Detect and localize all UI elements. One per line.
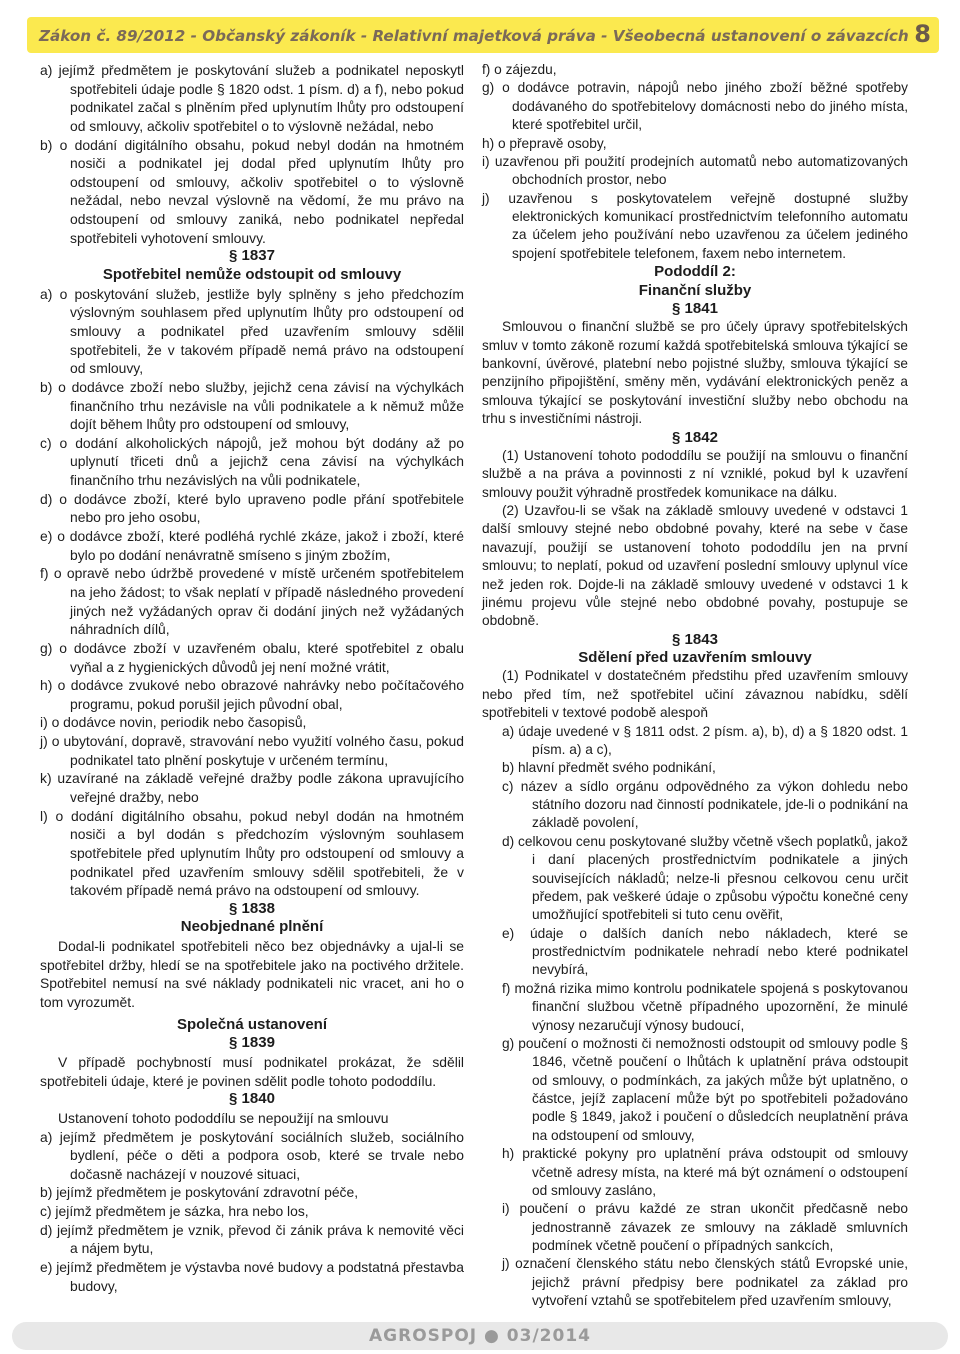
list-item: a) o poskytování služeb, jestliže byly splněny s jeho předchozím výslovným souhlasem před uplynutím lhůty pro odstoupení od smlouvy a podnikatel před uzavřením smlouvy sdělil spotřebiteli, že v takovém případě nemá právo na odstoupení od smlouvy,	[40, 285, 464, 377]
list-item: c) jejímž předmětem je sázka, hra nebo los,	[40, 1203, 309, 1220]
paragraph: (1) Podnikatel v dostatečném předstihu před uzavřením smlouvy nebo před tím, než spotřebitel učiní závaznou nabídku, sdělí spotřebiteli v textové podobě alespoň	[482, 668, 908, 721]
list-item: f) možná rizika mimo kontrolu podnikatele spojená s poskytovanou finanční službou včetně případného upozornění, že minulé výnosy nezaručují výnosy budoucí,	[502, 980, 908, 1033]
list-item: b) o dodávce zboží nebo služby, jejichž cena závisí na výchylkách finančního trhu nezávisle na vůli podnikatele a k němuž může dojít během lhůty pro odstoupení od smlouvy,	[40, 378, 464, 433]
left-column	[40, 61, 464, 1295]
subsection-title: Finanční služby	[638, 281, 752, 299]
list-item: e) údaje o dalších daních nebo nákladech, které se prostřednictvím podnikatele nehradí nebo které podnikatel nevybírá,	[502, 925, 908, 978]
list-item: d) jejímž předmětem je vznik, převod či zánik práva k nemovité věci a nájem bytu,	[40, 1221, 464, 1257]
section-number: § 1839	[229, 1034, 275, 1052]
section-heading: Společná ustanovení	[176, 1015, 328, 1033]
list-item: j) uzavřenou s poskytovatelem veřejně dostupné služby elektronických komunikací prostřednictvím telefonního automatu za účelem jeho používání nebo uzavřenou za účelem jediného spojení spotřebitele telefonem, faxem nebo internetem.	[482, 190, 908, 261]
right-column	[482, 61, 908, 1311]
list-item: e) o dodávce zboží, které podléhá rychlé zkáze, jakož i zboží, které bylo po dodání nenávratně smíseno s jiným zbožím,	[40, 528, 464, 563]
section-heading: Spotřebitel nemůže odstoupit od smlouvy	[102, 266, 402, 284]
list-item: j) označení členského státu nebo členských států Evropské unie, jejichž právní předpisy bere podnikatel za základ pro vytvoření vztahů se spotřebitelem před uzavřením smlouvy,	[502, 1256, 908, 1309]
list-item: i) o dodávce novin, periodik nebo časopisů,	[40, 714, 307, 731]
list-item: j) o ubytování, dopravě, stravování nebo využití volného času, pokud podnikatel tato plnění poskytuje v určeném termínu,	[40, 733, 464, 768]
list-item: h) praktické pokyny pro uplatnění práva odstoupit od smlouvy včetně adresy místa, na které má být oznámení o odstoupení od smlouvy zasláno,	[502, 1146, 908, 1198]
list-item: g) o dodávce potravin, nápojů nebo jiného zboží běžné spotřeby dodávaného do spotřebitelovy domácnosti nebo do jiného místa, které spotřebitel určil,	[482, 80, 908, 133]
paragraph: V případě pochybností musí podnikatel prokázat, že sdělil spotřebiteli údaje, které je povinen sdělit podle tohoto pododdílu.	[40, 1053, 464, 1089]
list-item: g) poučení o možnosti či nemožnosti odstoupit od smlouvy podle § 1846, včetně poučení o lhůtách k uplatnění práva odstoupit od smlouvy, o podmínkách, za jakých může být uplatněno, o částce, jejíž zaplacení může být po spotřebiteli požadováno podle § 1849, jakož i poučení o důsledcích neuplatnění práva na odstoupení od smlouvy,	[502, 1035, 908, 1143]
list-item: c) o dodání alkoholických nápojů, jež mohou být dodány až po uplynutí třiceti dnů a jejichž cena závisí na výchylkách finančního trhu nezávislých na vůli podnikatele,	[40, 434, 464, 489]
footer	[0, 1322, 960, 1354]
section-number: § 1843	[672, 630, 718, 648]
section-heading: Neobjednané plnění	[180, 918, 324, 936]
list-item: c) název a sídlo orgánu odpovědného za výkon dohledu nebo státního dozoru nad činností podnikatele, jde-li o podnikání na základě povolení,	[502, 778, 908, 831]
section-number: § 1840	[229, 1090, 275, 1108]
header-title: Zákon č. 89/2012 - Občanský zákoník - Relativní majetková práva - Všeobecná ustanovení o závazcích	[39, 27, 909, 45]
section-heading: Sdělení před uzavřením smlouvy	[578, 649, 812, 666]
list-item: a) jejímž předmětem je poskytování sociálních služeb, sociálního bydlení, péče o děti a podpora osob, které se trvale nebo dočasně nacházejí v nouzové situaci,	[40, 1128, 464, 1182]
list-item: b) jejímž předmětem je poskytování zdravotní péče,	[40, 1184, 359, 1201]
list-item: h) o dodávce zvukové nebo obrazové nahrávky nebo počítačového programu, pokud porušil jejich původní obal,	[40, 677, 464, 712]
page-number: 8	[914, 20, 931, 48]
section-number: § 1841	[672, 299, 718, 317]
list-item: d) o dodávce zboží, které bylo upraveno podle přání spotřebitele nebo pro jeho osobu,	[40, 490, 464, 526]
list-item: b) hlavní předmět svého podnikání,	[502, 760, 716, 776]
list-item: l) o dodání digitálního obsahu, pokud nebyl dodán na hmotném nosiči a byl dodán s předchozím výslovným souhlasem spotřebitele před uplynutím lhůty pro odstoupení od smlouvy a podnikatel před uzavřením smlouvy sdělil spotřebiteli, že v takovém případě nemá právo na odstoupení od smlouvy.	[40, 807, 464, 899]
paragraph: (1) Ustanovení tohoto pododdílu se použijí na smlouvu o finanční službě a na práva a povinnosti z ní vzniklé, pokud byl k uzavření smlouvy použit výhradně prostředek komunikace na dálku.	[482, 447, 908, 500]
footer-text: AGROSPOJ ● 03/2014	[369, 1326, 591, 1346]
paragraph: b) o dodání digitálního obsahu, pokud nebyl dodán na hmotném nosiči a podnikatel jej dodal před uplynutím lhůty pro odstoupení od smlouvy, ačkoliv spotřebitel o to výslovně nežádal, nebo nevzal výslovně na vědomí, že mu právo na odstoupení od smlouvy zaniká, nebo podnikatel nepředal spotřebiteli vyhotovení smlouvy.	[40, 136, 464, 246]
header-bar	[27, 17, 939, 53]
list-item: e) jejímž předmětem je výstavba nové budovy a podstatná přestavba budovy,	[40, 1259, 464, 1294]
paragraph: a) jejímž předmětem je poskytování služeb a podnikatel neposkytl spotřebiteli údaje podle § 1820 odst. 1 písm. d) a f), nebo pokud podnikatel začal s plněním před uplynutím lhůty pro odstoupení od smlouvy, ačkoliv spotřebitel o to výslovně nežádal, nebo	[40, 62, 464, 134]
list-item: a) údaje uvedené v § 1811 odst. 2 písm. a), b), d) a § 1820 odst. 1 písm. a) a c),	[502, 723, 908, 757]
subsection-heading: Pododdíl 2:	[654, 263, 736, 281]
list-item: f) o zájezdu,	[482, 62, 557, 77]
paragraph: Ustanovení tohoto pododdílu se nepoužijí na smlouvu	[58, 1109, 389, 1126]
list-item: k) uzavírané na základě veřejné dražby podle zákona upravujícího veřejné dražby, nebo	[40, 770, 464, 805]
section-number: § 1837	[229, 247, 275, 265]
list-item: f) o opravě nebo údržbě provedené v místě určeném spotřebitelem na jeho žádost; to však neplatí v případě následného provedení jiných než vyžádaných oprav či dodání jiných než vyžádaných náhradních dílů,	[40, 565, 464, 638]
section-number: § 1842	[672, 428, 718, 446]
section-number: § 1838	[229, 899, 275, 917]
list-item: h) o přepravě osoby,	[482, 135, 607, 151]
list-item: g) o dodávce zboží v uzavřeném obalu, které spotřebitel z obalu vyňal a z hygienických důvodů jej není možné vrátit,	[40, 639, 464, 675]
paragraph: Dodal-li podnikatel spotřebiteli něco bez objednávky a ujal-li se spotřebitel držby, hledí se na spotřebitele jako na poctivého držitele. Spotřebitel nemusí na své náklady podnikateli nic vracet, ani ho o tom vyrozumět.	[40, 938, 464, 1011]
list-item: i) uzavřenou při použití prodejních automatů nebo automatizovaných obchodních prostor, nebo	[482, 153, 908, 188]
list-item: i) poučení o právu každé ze stran ukončit předčasně nebo jednostranně závazek ze smlouvy na základě smluvních podmínek včetně poučení o případných sankcích,	[502, 1201, 908, 1253]
paragraph: (2) Uzavřou-li se však na základě smlouvy uvedené v odstavci 1 další smlouvy stejné nebo obdobné povahy, které na sebe v čase navazují, použijí se ustanovení tohoto pododdílu jen na první smlouvu; to neplatí, pokud od uzavření poslední smlouvy uplynul více než jeden rok. Dojde-li na základě smlouvy uvedené v odstavci 1 k jinému projevu vůle stejné nebo obdobné povahy, postupuje se obdobně.	[482, 503, 908, 629]
paragraph: Smlouvou o finanční službě se pro účely úpravy spotřebitelských smluv v tomto zákoně rozumí každá spotřebitelská smlouva týkající se bankovní, úvěrové, platební nebo pojistné služby, smlouva týkající se penzijního připojištění, směny měn, vydávání elektronických peněz a smlouva týkající se poskytování investiční služby nebo obchodu na trhu s investičními nástroji.	[482, 319, 908, 427]
list-item: d) celkovou cenu poskytované služby včetně všech poplatků, jakož i daní placených prostřednictvím podnikatele a jiných souvisejících nákladů; nelze-li přesnou celkovou cenu určit předem, pak veškeré údaje o způsobu výpočtu konečné ceny umožňující spotřebiteli si tuto cenu ověřit,	[502, 833, 908, 923]
